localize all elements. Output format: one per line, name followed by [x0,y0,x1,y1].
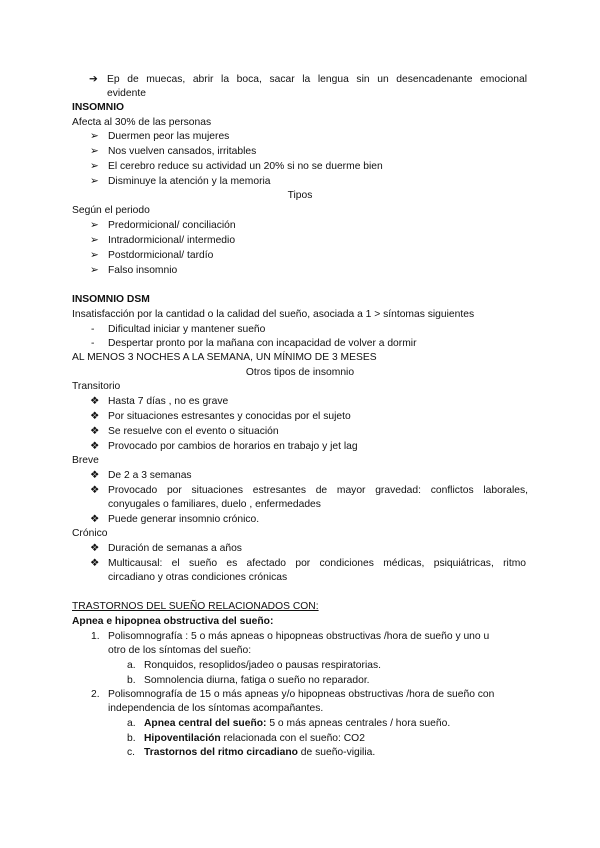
list-item: Nos vuelven cansados, irritables [108,146,257,157]
arrowhead-bullet-icon: ➢ [90,235,99,246]
list-letter: b. [127,733,136,744]
numbered-item-continuation: otro de los síntomas del sueño: [108,645,252,656]
numbered-item: Polisomnografía : 5 o más apneas o hipopneas obstructivas /hora de sueño y uno u [108,631,490,642]
list-item: Postdormicional/ tardío [108,250,214,261]
diamond-bullet-icon: ❖ [90,411,100,422]
sub-item: Somnolencia diurna, fatiga o sueño no reparador. [144,675,370,686]
arrow-bullet-icon: ➔ [89,74,98,85]
list-letter: b. [127,675,136,686]
numbered-item: Polisomnografía de 15 o más apneas y/o hipopneas obstructivas /hora de sueño con [108,689,495,700]
intro-bullet-line1: Ep de muecas, abrir la boca, sacar la lengua sin un desencadenante emocional [107,74,527,85]
list-item-continuation: conyugales o familiares, duelo , enfermedades [108,499,321,510]
diamond-bullet-icon: ❖ [90,485,100,496]
breve-label: Breve [72,455,99,466]
list-item: Intradormicional/ intermedio [108,235,236,246]
sub-item-term: Trastornos del ritmo circadiano [144,747,298,758]
list-letter: a. [127,718,136,729]
insomnio-heading: INSOMNIO [72,102,125,113]
arrowhead-bullet-icon: ➢ [90,265,99,276]
insomnio-dsm-intro: Insatisfacción por la cantidad o la calidad del sueño, asociada a 1 > síntomas siguientes [72,309,475,320]
list-number: 2. [91,689,100,700]
sub-item-term: Apnea central del sueño: [144,718,267,729]
diamond-bullet-icon: ❖ [90,396,100,407]
sub-item [144,732,365,745]
periodo-label: Según el periodo [72,205,150,216]
arrowhead-bullet-icon: ➢ [90,131,99,142]
transitorio-label: Transitorio [72,381,121,392]
diamond-bullet-icon: ❖ [90,514,100,525]
diamond-bullet-icon: ❖ [90,426,100,437]
arrowhead-bullet-icon: ➢ [90,176,99,187]
dash-bullet: - [91,324,95,335]
list-item: Predormicional/ conciliación [108,220,236,231]
arrowhead-bullet-icon: ➢ [90,220,99,231]
arrowhead-bullet-icon: ➢ [90,250,99,261]
list-item: Multicausal: el sueño es afectado por condiciones médicas, psiquiátricas, ritmo [108,558,526,569]
list-number: 1. [91,631,100,642]
diamond-bullet-icon: ❖ [90,543,100,554]
list-letter: a. [127,660,136,671]
sub-item [144,717,450,730]
list-item: Provocado por cambios de horarios en trabajo y jet lag [108,441,358,452]
list-item: Disminuye la atención y la memoria [108,176,271,187]
list-item: De 2 a 3 semanas [108,470,192,481]
numbered-item-continuation: independencia de los síntomas acompañantes. [108,703,324,714]
sub-item-desc: 5 o más apneas centrales / hora sueño. [266,718,451,729]
trastornos-heading: TRASTORNOS DEL SUEÑO RELACIONADOS CON: [72,601,319,612]
list-letter: c. [127,747,136,758]
list-item: Provocado por situaciones estresantes de mayor gravedad: conflictos laborales, [108,485,528,496]
diamond-bullet-icon: ❖ [90,470,100,481]
sub-item [144,746,375,759]
sub-item-desc: relacionada con el sueño: CO2 [220,733,365,744]
list-item: Por situaciones estresantes y conocidas por el sujeto [108,411,351,422]
list-item: Hasta 7 días , no es grave [108,396,229,407]
list-item-continuation: circadiano y otras condiciones crónicas [108,572,288,583]
arrowhead-bullet-icon: ➢ [90,146,99,157]
apnea-title: Apnea e hipopnea obstructiva del sueño: [72,616,274,627]
sub-item: Ronquidos, resoplidos/jadeo o pausas respiratorias. [144,660,381,671]
otros-tipos-title: Otros tipos de insomnio [245,367,355,378]
list-item: Duermen peor las mujeres [108,131,230,142]
dash-bullet: - [91,338,95,349]
insomnio-dsm-heading: INSOMNIO DSM [72,294,150,305]
arrowhead-bullet-icon: ➢ [90,161,99,172]
list-item: Puede generar insomnio crónico. [108,514,260,525]
intro-bullet-line2: evidente [107,88,146,99]
tipos-title: Tipos [287,190,313,201]
sub-item-desc: de sueño-vigilia. [297,747,376,758]
cronico-label: Crónico [72,528,108,539]
list-item: El cerebro reduce su actividad un 20% si no se duerme bien [108,161,383,172]
criterio-text: AL MENOS 3 NOCHES A LA SEMANA, UN MÍNIMO DE 3 MESES [72,352,377,363]
list-item: Dificultad iniciar y mantener sueño [108,324,266,335]
list-item: Despertar pronto por la mañana con incapacidad de volver a dormir [108,338,417,349]
diamond-bullet-icon: ❖ [90,441,100,452]
list-item: Se resuelve con el evento o situación [108,426,279,437]
diamond-bullet-icon: ❖ [90,558,100,569]
list-item: Duración de semanas a años [108,543,242,554]
sub-item-term: Hipoventilación [144,733,221,744]
list-item: Falso insomnio [108,265,178,276]
insomnio-intro: Afecta al 30% de las personas [72,117,212,128]
